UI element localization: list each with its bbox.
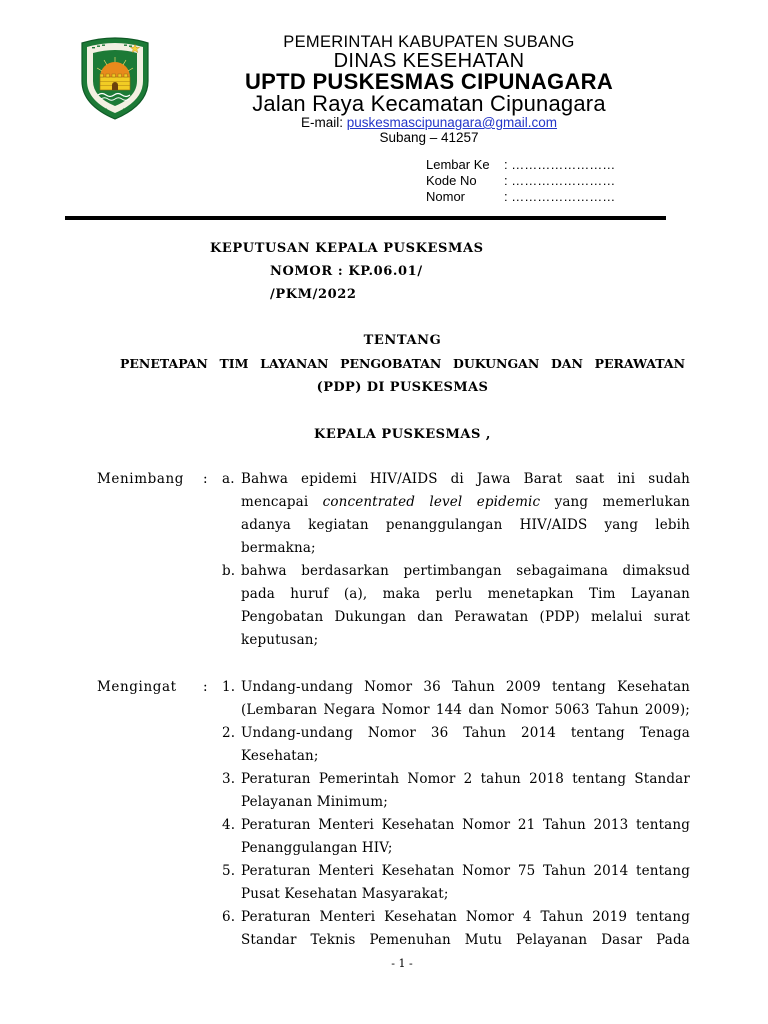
text-line: Kesehatan; — [241, 747, 319, 764]
text-line: Peraturan Menteri Kesehatan Nomor 4 Tahun 2019 tentang — [241, 909, 690, 926]
mengingat-item — [222, 768, 690, 814]
text-line: Pelayanan Minimum; — [241, 793, 388, 810]
page-number: - 1 - — [391, 956, 413, 970]
menimbang-label: Menimbang — [97, 470, 185, 487]
text-line: (Lembaran Negara Nomor 144 dan Nomor 5063 Tahun 2009); — [241, 701, 690, 718]
decree-issuer: KEPALA PUSKESMAS , — [314, 426, 491, 442]
mengingat-item — [222, 906, 690, 952]
text-line: Pengobatan Dukungan dan Perawatan (PDP) melalui surat — [241, 608, 690, 625]
item-marker: 3. — [222, 770, 236, 787]
text-line: bahwa berdasarkan pertimbangan sebagaimana dimaksud — [241, 562, 690, 579]
text-line: Pusat Kesehatan Masyarakat; — [241, 886, 449, 903]
meta-label: Lembar Ke — [426, 156, 490, 172]
text-line: Peraturan Menteri Kesehatan Nomor 21 Tahun 2013 tentang — [241, 816, 690, 833]
menimbang-colon: : — [203, 470, 208, 487]
mengingat-label: Mengingat — [97, 678, 177, 695]
email-label: E-mail: — [300, 115, 347, 130]
agency-name: DINAS KESEHATAN — [333, 50, 525, 72]
item-marker: 2. — [222, 724, 236, 741]
text-line: bermakna; — [241, 539, 316, 556]
meta-row-lembar — [0, 158, 768, 172]
mengingat-colon: : — [203, 678, 208, 695]
meta-label: Kode No — [426, 172, 477, 188]
text-segment: yang memerlukan — [540, 493, 690, 510]
decree-heading: KEPUTUSAN KEPALA PUSKESMAS — [210, 240, 484, 256]
government-name: PEMERINTAH KABUPATEN SUBANG — [283, 33, 575, 51]
item-marker: b. — [222, 562, 236, 579]
item-marker: a. — [222, 470, 235, 487]
mengingat-items — [222, 676, 690, 953]
meta-value: : …………………… — [504, 156, 616, 172]
menimbang-item — [222, 468, 690, 560]
decree-number-line1: NOMOR : KP.06.01/ — [270, 263, 423, 279]
letterhead-divider — [65, 216, 666, 220]
meta-value: : …………………… — [504, 172, 616, 188]
decree-number-line2: /PKM/2022 — [270, 286, 357, 302]
text-line: keputusan; — [241, 631, 319, 648]
text-line: Peraturan Pemerintah Nomor 2 tahun 2018 tentang Standar — [241, 770, 690, 787]
postal-line: Subang – 41257 — [379, 130, 479, 145]
mengingat-item — [222, 676, 690, 722]
subang-regency-emblem-icon — [78, 35, 152, 121]
decree-subject-line1: PENETAPAN TIM LAYANAN PENGOBATAN DUKUNGAN DAN PERAWATAN — [120, 355, 685, 371]
item-marker: 4. — [222, 816, 236, 833]
text-line: Peraturan Menteri Kesehatan Nomor 75 Tahun 2014 tentang — [241, 863, 690, 879]
mengingat-item — [222, 722, 690, 768]
mengingat-item — [222, 860, 690, 906]
text-line: Undang-undang Nomor 36 Tahun 2009 tentang Kesehatan — [241, 678, 690, 695]
item-marker: 5. — [222, 863, 236, 879]
text-segment: mencapai — [241, 493, 323, 510]
menimbang-item — [222, 560, 690, 652]
text-line: Penanggulangan HIV; — [241, 839, 393, 856]
text-line — [241, 491, 690, 514]
address: Jalan Raya Kecamatan Cipunagara — [252, 91, 606, 116]
meta-value: : …………………… — [504, 188, 616, 204]
menimbang-items — [222, 468, 690, 653]
text-line: Bahwa epidemi HIV/AIDS di Jawa Barat saat ini sudah — [241, 470, 690, 487]
text-line: adanya kegiatan penanggulangan HIV/AIDS yang lebih — [241, 516, 690, 533]
meta-row-nomor — [0, 190, 768, 204]
italic-term: concentrated level epidemic — [322, 493, 541, 510]
mengingat-item — [222, 814, 690, 860]
email-link[interactable]: puskesmascipunagara@gmail.com — [346, 115, 558, 130]
text-line: Undang-undang Nomor 36 Tahun 2014 tentang Tenaga — [241, 724, 690, 741]
meta-row-kode — [0, 174, 768, 188]
text-line: Standar Teknis Pemenuhan Mutu Pelayanan Dasar Pada — [241, 932, 690, 949]
decree-about: TENTANG — [363, 332, 442, 348]
email-line — [189, 116, 669, 130]
decree-subject-line2: (PDP) DI PUSKESMAS — [316, 379, 489, 395]
meta-label: Nomor — [426, 188, 466, 204]
item-marker: 1. — [222, 678, 236, 695]
item-marker: 6. — [222, 909, 236, 926]
unit-name: UPTD PUSKESMAS CIPUNAGARA — [244, 69, 614, 94]
text-line: pada huruf (a), maka perlu menetapkan Tim Layanan — [241, 585, 690, 602]
